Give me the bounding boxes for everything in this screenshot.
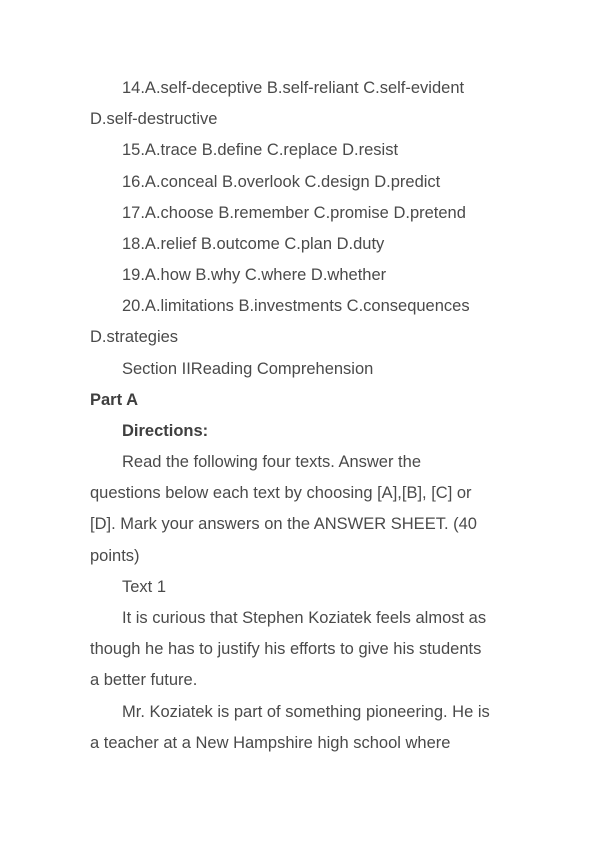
question-19-options: 19.A.how B.why C.where D.whether <box>122 266 387 284</box>
directions-text-line-4: points) <box>90 547 140 565</box>
directions-heading: Directions: <box>122 422 209 440</box>
directions-text-line-1: Read the following four texts. Answer the <box>122 453 421 471</box>
question-17-options: 17.A.choose B.remember C.promise D.pretend <box>122 204 466 222</box>
text-heading: Text 1 <box>122 578 167 596</box>
paragraph-1-line-3: a better future. <box>90 671 198 689</box>
paragraph-2-line-2: a teacher at a New Hampshire high school where <box>90 734 451 752</box>
paragraph-1-line-2: though he has to justify his efforts to give his students <box>90 640 482 658</box>
question-14-option-d: D.self-destructive <box>90 110 218 128</box>
directions-text-line-3: [D]. Mark your answers on the ANSWER SHEET. (40 <box>90 515 477 533</box>
question-20-option-d: D.strategies <box>90 328 179 346</box>
part-heading: Part A <box>90 391 138 409</box>
paragraph-1-line-1: It is curious that Stephen Koziatek feels almost as <box>122 609 487 627</box>
question-15-options: 15.A.trace B.define C.replace D.resist <box>122 141 399 159</box>
question-14-options: 14.A.self-deceptive B.self-reliant C.self-evident <box>122 79 465 97</box>
section-heading: Section IIReading Comprehension <box>122 360 374 378</box>
question-20-options: 20.A.limitations B.investments C.consequences <box>122 297 470 315</box>
directions-text-line-2: questions below each text by choosing [A],[B], [C] or <box>90 484 472 502</box>
paragraph-2-line-1: Mr. Koziatek is part of something pioneering. He is <box>122 703 490 721</box>
question-18-options: 18.A.relief B.outcome C.plan D.duty <box>122 235 385 253</box>
question-16-options: 16.A.conceal B.overlook C.design D.predict <box>122 173 441 191</box>
